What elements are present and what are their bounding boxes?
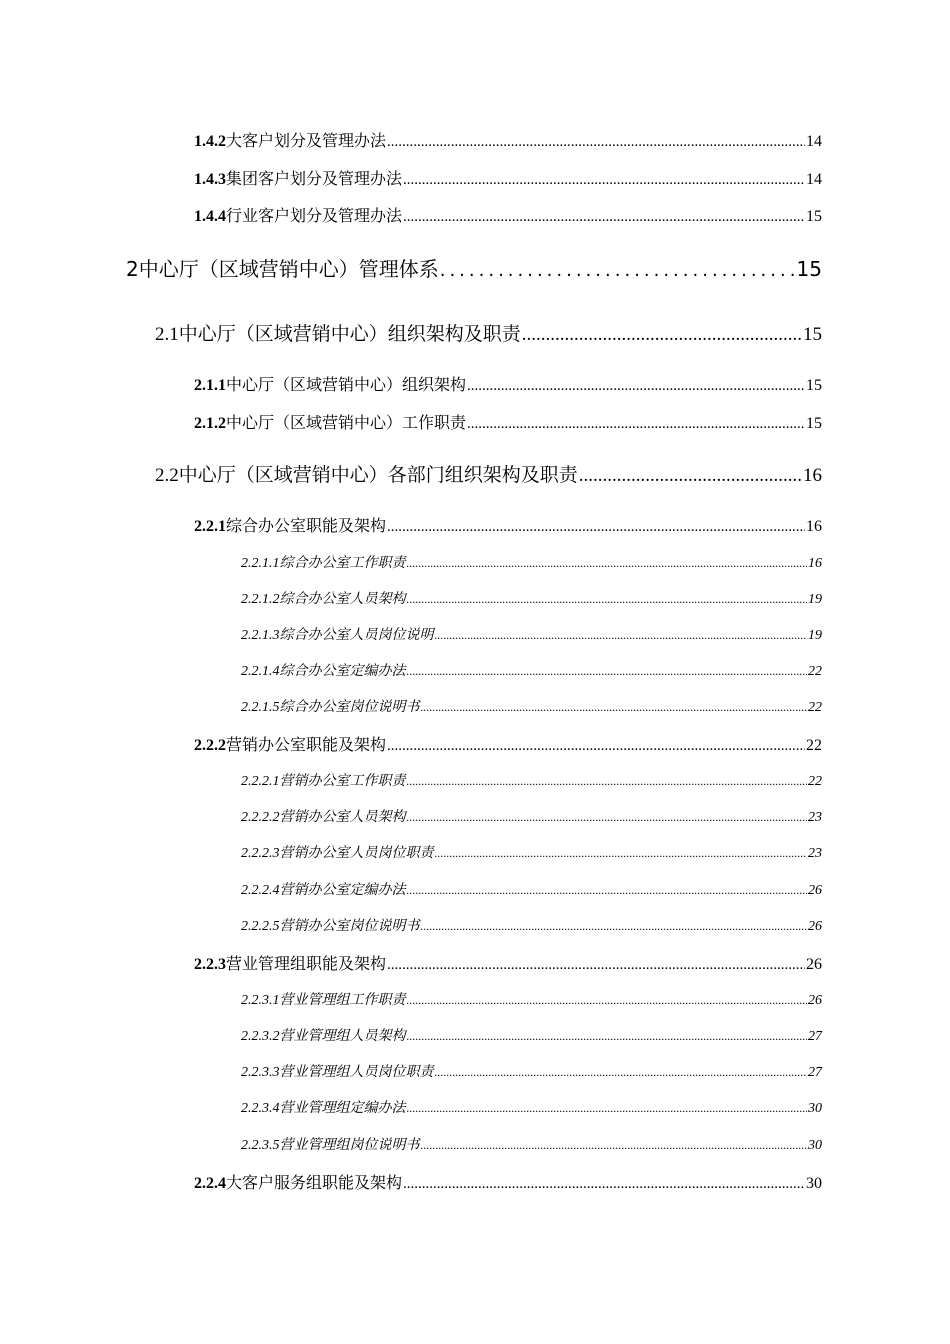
dot-leader	[403, 1176, 805, 1193]
dot-leader	[387, 957, 805, 974]
toc-number: 2.1.1	[194, 377, 226, 394]
toc-title: 综合办公室人员岗位说明	[279, 627, 434, 643]
dot-leader	[407, 1029, 808, 1044]
toc-entry-2-2-2-3[interactable]	[241, 842, 822, 862]
dot-leader	[407, 993, 808, 1008]
toc-title: 中心厅（区域营销中心）工作职责	[226, 413, 467, 432]
toc-title: 集团客户划分及管理办法	[226, 169, 403, 188]
toc-page-number: 23	[808, 846, 822, 861]
toc-number: 2.2.2.1	[241, 774, 280, 789]
toc-number: 2.2.3.5	[241, 1138, 280, 1153]
toc-page-number: 15	[796, 257, 822, 281]
dot-leader	[435, 1065, 808, 1080]
dot-leader	[407, 1101, 808, 1116]
toc-number: 2.2.3.2	[241, 1029, 280, 1044]
dot-leader	[435, 846, 808, 861]
toc-title: 综合办公室定编办法	[279, 663, 406, 679]
toc-title: 营业管理组人员岗位职责	[279, 1064, 434, 1080]
toc-entry-2-2-2-5[interactable]	[241, 915, 822, 935]
toc-title: 中心厅（区域营销中心）组织架构	[226, 375, 467, 394]
toc-title: 大客户划分及管理办法	[226, 131, 387, 150]
dot-leader	[387, 519, 805, 536]
toc-title: 大客户服务组职能及架构	[226, 1173, 403, 1192]
toc-number: 2.1	[155, 324, 179, 345]
toc-number: 2.2.2	[194, 737, 226, 754]
toc-entry-2-1-1[interactable]	[194, 372, 822, 395]
toc-title: 营业管理组岗位说明书	[279, 1137, 420, 1153]
toc-entry-2-2-4[interactable]	[194, 1170, 822, 1193]
dot-leader	[407, 810, 808, 825]
toc-entry-2-2-2-2[interactable]	[241, 806, 822, 826]
toc-title: 综合办公室人员架构	[279, 591, 406, 607]
toc-entry-2[interactable]	[126, 253, 822, 282]
toc-number: 2.2.1.2	[241, 592, 280, 607]
toc-number: 1.4.3	[194, 171, 226, 188]
toc-entry-2-2-1-4[interactable]	[241, 660, 822, 680]
toc-page-number: 19	[808, 628, 822, 643]
toc-number: 2.2.2.2	[241, 810, 280, 825]
toc-page-number: 27	[808, 1029, 822, 1044]
toc-number: 2.2.2.5	[241, 919, 280, 934]
toc-page-number: 22	[806, 737, 822, 754]
toc-page-number: 27	[808, 1065, 822, 1080]
toc-title: 营业管理组人员架构	[279, 1028, 406, 1044]
toc-number: 2.2.2.4	[241, 883, 280, 898]
dot-leader	[435, 628, 808, 643]
toc-entry-2-2-1[interactable]	[194, 513, 822, 536]
dot-leader	[407, 592, 808, 607]
toc-number: 2.2.1.1	[241, 556, 280, 571]
toc-entry-2-2-2[interactable]	[194, 732, 822, 755]
toc-title: 中心厅（区域营销中心）组织架构及职责	[178, 323, 521, 345]
toc-page-number: 30	[806, 1175, 822, 1192]
toc-entry-2-2-1-5[interactable]	[241, 696, 822, 716]
toc-page-number: 26	[808, 883, 822, 898]
toc-entry-2-1[interactable]	[155, 319, 822, 346]
toc-title: 营销办公室定编办法	[279, 882, 406, 898]
toc-number: 2.2.1	[194, 518, 226, 535]
toc-page-number: 19	[808, 592, 822, 607]
toc-number: 2.1.2	[194, 415, 226, 432]
toc-title: 营销办公室职能及架构	[226, 735, 387, 754]
dot-leader	[387, 134, 805, 151]
toc-page-number: 16	[808, 556, 822, 571]
toc-number: 1.4.2	[194, 133, 226, 150]
toc-title: 中心厅（区域营销中心）各部门组织架构及职责	[178, 464, 578, 486]
dot-leader	[421, 919, 808, 934]
toc-title: 营销办公室岗位说明书	[279, 918, 420, 934]
toc-number: 2.2.3	[194, 956, 226, 973]
dot-leader	[407, 556, 808, 571]
toc-page-number: 15	[806, 377, 822, 394]
toc-number: 2.2.1.3	[241, 628, 280, 643]
toc-entry-2-2-3[interactable]	[194, 951, 822, 974]
toc-page-number: 22	[808, 700, 822, 715]
dot-leader	[403, 209, 805, 226]
toc-entry-2-2-2-1[interactable]	[241, 770, 822, 790]
dot-leader	[387, 738, 805, 755]
toc-entry-2-2-3-3[interactable]	[241, 1061, 822, 1081]
toc-title: 综合办公室岗位说明书	[279, 699, 420, 715]
toc-title: 综合办公室工作职责	[279, 555, 406, 571]
toc-entry-2-2[interactable]	[155, 460, 822, 487]
toc-title: 营销办公室人员架构	[279, 809, 406, 825]
toc-page-number: 16	[803, 465, 822, 486]
toc-page-number: 15	[806, 415, 822, 432]
dot-leader	[407, 664, 808, 679]
dot-leader	[407, 774, 808, 789]
toc-title: 综合办公室职能及架构	[226, 516, 387, 535]
toc-page-number: 22	[808, 664, 822, 679]
toc-entry-2-1-2[interactable]	[194, 410, 822, 433]
toc-title: 中心厅（区域营销中心）管理体系	[138, 257, 439, 281]
toc-number: 2.2.4	[194, 1175, 226, 1192]
toc-entry-2-2-3-5[interactable]	[241, 1134, 822, 1154]
dot-leader	[421, 700, 808, 715]
toc-title: 行业客户划分及管理办法	[226, 206, 403, 225]
toc-page-number: 26	[808, 919, 822, 934]
toc-entry-2-2-1-2[interactable]	[241, 588, 822, 608]
toc-entry-2-2-3-4[interactable]	[241, 1097, 822, 1117]
toc-entry-2-2-1-1[interactable]	[241, 552, 822, 572]
toc-title: 营业管理组定编办法	[279, 1100, 406, 1116]
toc-entry-2-2-1-3[interactable]	[241, 624, 822, 644]
dot-leader	[467, 378, 805, 395]
toc-page-number: 26	[808, 993, 822, 1008]
toc-page-number: 23	[808, 810, 822, 825]
toc-entry-1-4-2[interactable]	[194, 128, 822, 151]
dot-leader	[522, 324, 802, 346]
toc-entry-1-4-4[interactable]	[194, 203, 822, 226]
dot-leader	[407, 883, 808, 898]
toc-entry-2-2-3-1[interactable]	[241, 989, 822, 1009]
toc-number: 2.2.2.3	[241, 846, 280, 861]
toc-number: 2.2.3.1	[241, 993, 280, 1008]
toc-page-number: 16	[806, 518, 822, 535]
toc-page-number: 30	[808, 1138, 822, 1153]
toc-number: 1.4.4	[194, 208, 226, 225]
toc-page-number: 26	[806, 956, 822, 973]
toc-page-number: 30	[808, 1101, 822, 1116]
dot-leader	[403, 172, 805, 189]
dot-leader	[421, 1138, 808, 1153]
toc-number: 2	[126, 257, 139, 281]
toc-title: 营业管理组工作职责	[279, 992, 406, 1008]
dot-leader	[579, 465, 802, 487]
dot-leader	[440, 257, 796, 281]
toc-number: 2.2	[155, 465, 179, 486]
toc-page-number: 15	[806, 208, 822, 225]
toc-page-number: 15	[803, 324, 822, 345]
toc-page-number: 22	[808, 774, 822, 789]
toc-number: 2.2.1.5	[241, 700, 280, 715]
toc-entry-2-2-2-4[interactable]	[241, 879, 822, 899]
dot-leader	[467, 416, 805, 433]
toc-page-number: 14	[806, 171, 822, 188]
toc-number: 2.2.3.3	[241, 1065, 280, 1080]
toc-number: 2.2.1.4	[241, 664, 280, 679]
toc-title: 营销办公室工作职责	[279, 773, 406, 789]
toc-entry-2-2-3-2[interactable]	[241, 1025, 822, 1045]
toc-title: 营销办公室人员岗位职责	[279, 845, 434, 861]
toc-title: 营业管理组职能及架构	[226, 954, 387, 973]
toc-page-number: 14	[806, 133, 822, 150]
toc-number: 2.2.3.4	[241, 1101, 280, 1116]
toc-entry-1-4-3[interactable]	[194, 166, 822, 189]
